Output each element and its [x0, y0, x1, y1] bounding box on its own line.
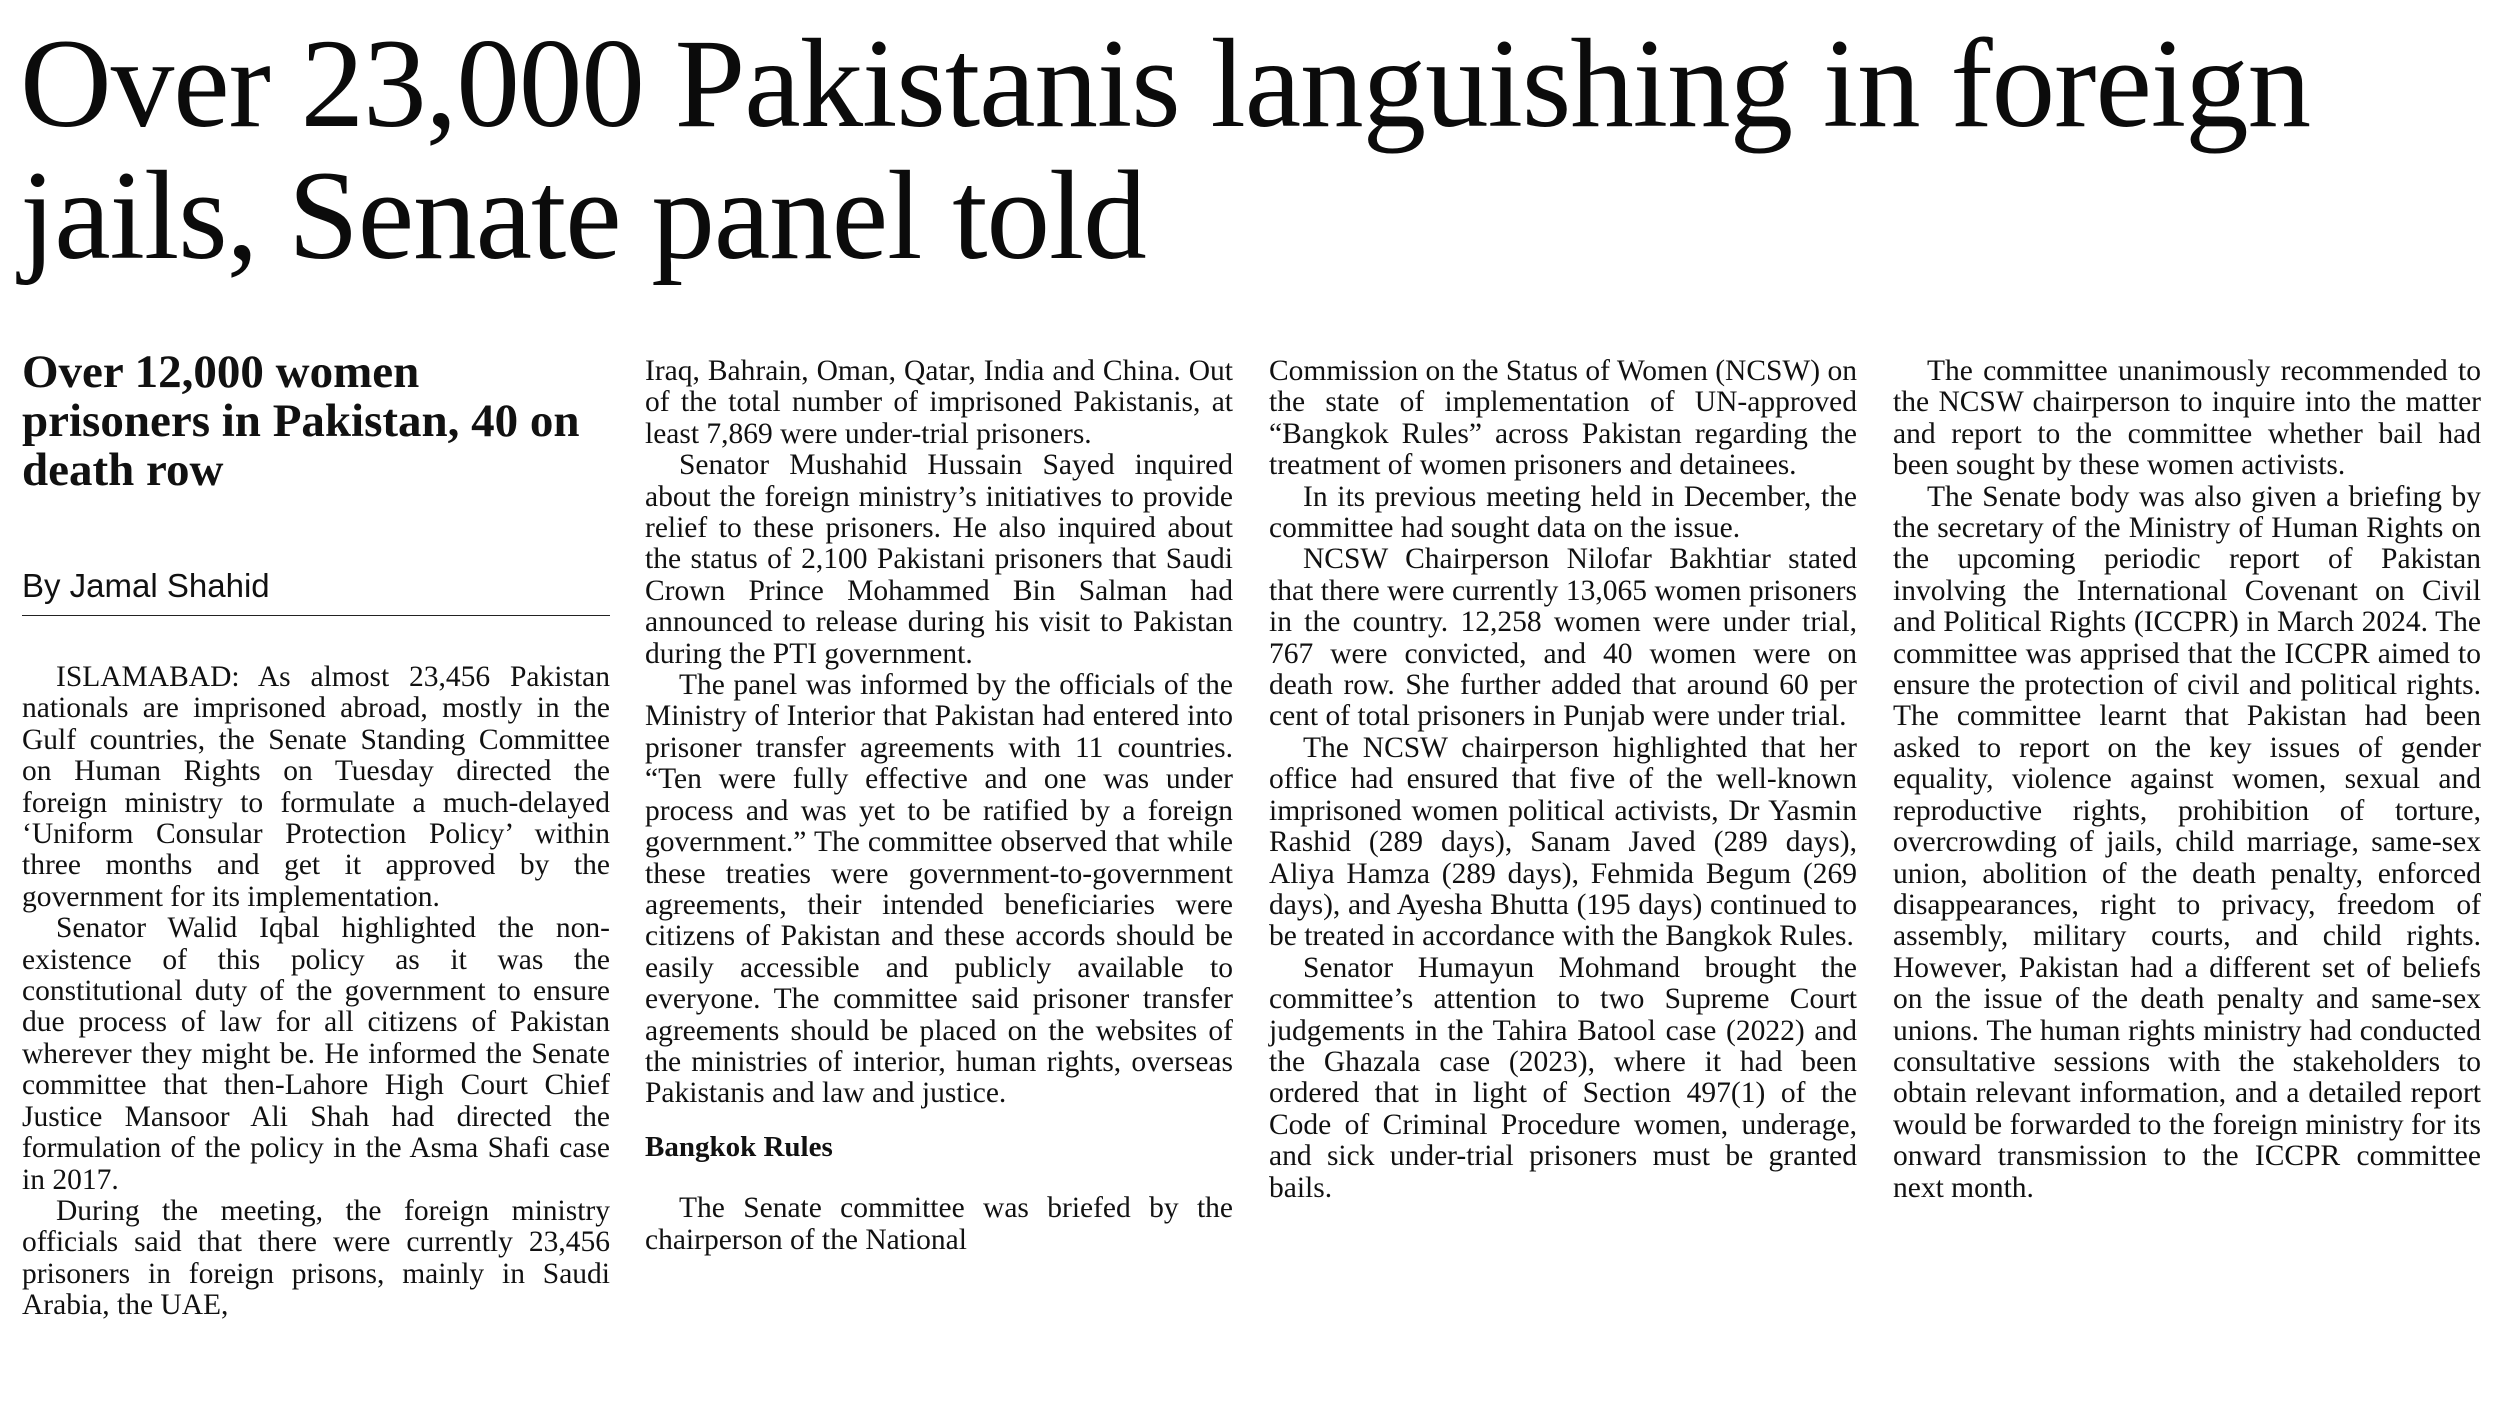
paragraph: NCSW Chairperson Nilofar Bakhtiar stated that there were currently 13,065 women prisoners in the country. 12,258 women were under trial, 767 were convicted, and 40 women were on death row. She further added that around 60 per cent of total prisoners in Punjab were under trial. [1269, 543, 1857, 733]
paragraph: The committee unanimously recommended to the NCSW chairperson to inquire into the matter and report to the committee whether bail had been sought by these women activists. [1893, 355, 2481, 482]
section-heading: Bangkok Rules [645, 1130, 833, 1163]
paragraph: Iraq, Bahrain, Oman, Qatar, India and China. Out of the total number of imprisoned Pakistanis, at least 7,869 were under-trial prisoners. [645, 355, 1233, 450]
paragraph: Commission on the Status of Women (NCSW) on the state of implementation of UN-approved “Bangkok Rules” across Pakistan regarding the treatment of women prisoners and detainees. [1269, 355, 1857, 482]
paragraph: Senator Mushahid Hussain Sayed inquired about the foreign ministry’s initiatives to provide relief to these prisoners. He also inquired about the status of 2,100 Pakistani prisoners that Saudi Crown Prince Mohammed Bin Salman had announced to release during his visit to Pakistan during the PTI government. [645, 449, 1233, 670]
paragraph: During the meeting, the foreign ministry officials said that there were currently 23,456 prisoners in foreign prisons, mainly in Saudi Arabia, the UAE, [22, 1194, 610, 1322]
subhead: Over 12,000 women prisoners in Pakistan, 40 on death row [22, 346, 580, 496]
headline: Over 23,000 Pakistanis languishing in foreign jails, Senate panel told [20, 14, 2311, 286]
paragraph: Senator Humayun Mohmand brought the committee’s attention to two Supreme Court judgements in the Tahira Batool case (2022) and the Ghazala case (2023), where it had been ordered that in light of Section 497(1) of the Code of Criminal Procedure women, underage, and sick under-trial prisoners must be granted bails. [1269, 951, 1857, 1204]
paragraph: The NCSW chairperson highlighted that her office had ensured that five of the well-known imprisoned women political activists, Dr Yasmin Rashid (289 days), Sanam Javed (289 days), Aliya Hamza (289 days), Fehmida Begum (269 days), and Ayesha Bhutta (195 days) continued to be treated in accordance with the Bangkok Rules. [1269, 731, 1857, 953]
article-column-1 [22, 662, 610, 1322]
article-column-2 [645, 356, 1233, 1256]
byline-rule [22, 615, 610, 616]
paragraph: In its previous meeting held in December, the committee had sought data on the issue. [1269, 480, 1857, 545]
article-column-4 [1893, 356, 2481, 1204]
paragraph: Senator Walid Iqbal highlighted the non-existence of this policy as it was the constitutional duty of the government to ensure due process of law for all citizens of Pakistan wherever they might be. He informed the Senate committee that then-Lahore High Court Chief Justice Mansoor Ali Shah had directed the formulation of the policy in the Asma Shafi case in 2017. [22, 912, 610, 1196]
byline: By Jamal Shahid [22, 567, 270, 604]
article-column-3 [1269, 356, 1857, 1204]
paragraph: The Senate body was also given a briefing by the secretary of the Ministry of Human Rights on the upcoming periodic report of Pakistan involving the International Covenant on Civil and Political Rights (ICCPR) in March 2024. The committee was apprised that the ICCPR aimed to ensure the protection of civil and political rights. The committee learnt that Pakistan had been asked to report on the key issues of gender equality, violence against women, sexual and reproductive rights, prohibition of torture, overcrowding of jails, child marriage, same-sex union, abolition of the death penalty, enforced disappearances, right to privacy, freedom of assembly, military courts, and child rights. However, Pakistan had a different set of beliefs on the issue of the death penalty and same-sex unions. The human rights ministry had conducted consultative sessions with the stakeholders to obtain relevant information, and a detailed report would be forwarded to the foreign ministry for its onward transmission to the ICCPR committee next month. [1893, 480, 2481, 1204]
paragraph: The Senate committee was briefed by the chairperson of the National [645, 1192, 1233, 1256]
paragraph: The panel was informed by the officials of the Ministry of Interior that Pakistan had entered into prisoner transfer agreements with 11 countries. “Ten were fully effective and one was under process and was yet to be ratified by a foreign government.” The committee observed that while these treaties were government-to-government agreements, their intended beneficiaries were citizens of Pakistan and these accords should be easily accessible and publicly available to everyone. The committee said prisoner transfer agreements should be placed on the websites of the ministries of interior, human rights, overseas Pakistanis and law and justice. [645, 669, 1233, 1110]
paragraph: ISLAMABAD: As almost 23,456 Pakistan nationals are imprisoned abroad, mostly in the Gulf countries, the Senate Standing Committee on Human Rights on Tuesday directed the foreign ministry to formulate a much-delayed ‘Uniform Consular Protection Policy’ within three months and get it approved by the government for its implementation. [22, 661, 610, 913]
